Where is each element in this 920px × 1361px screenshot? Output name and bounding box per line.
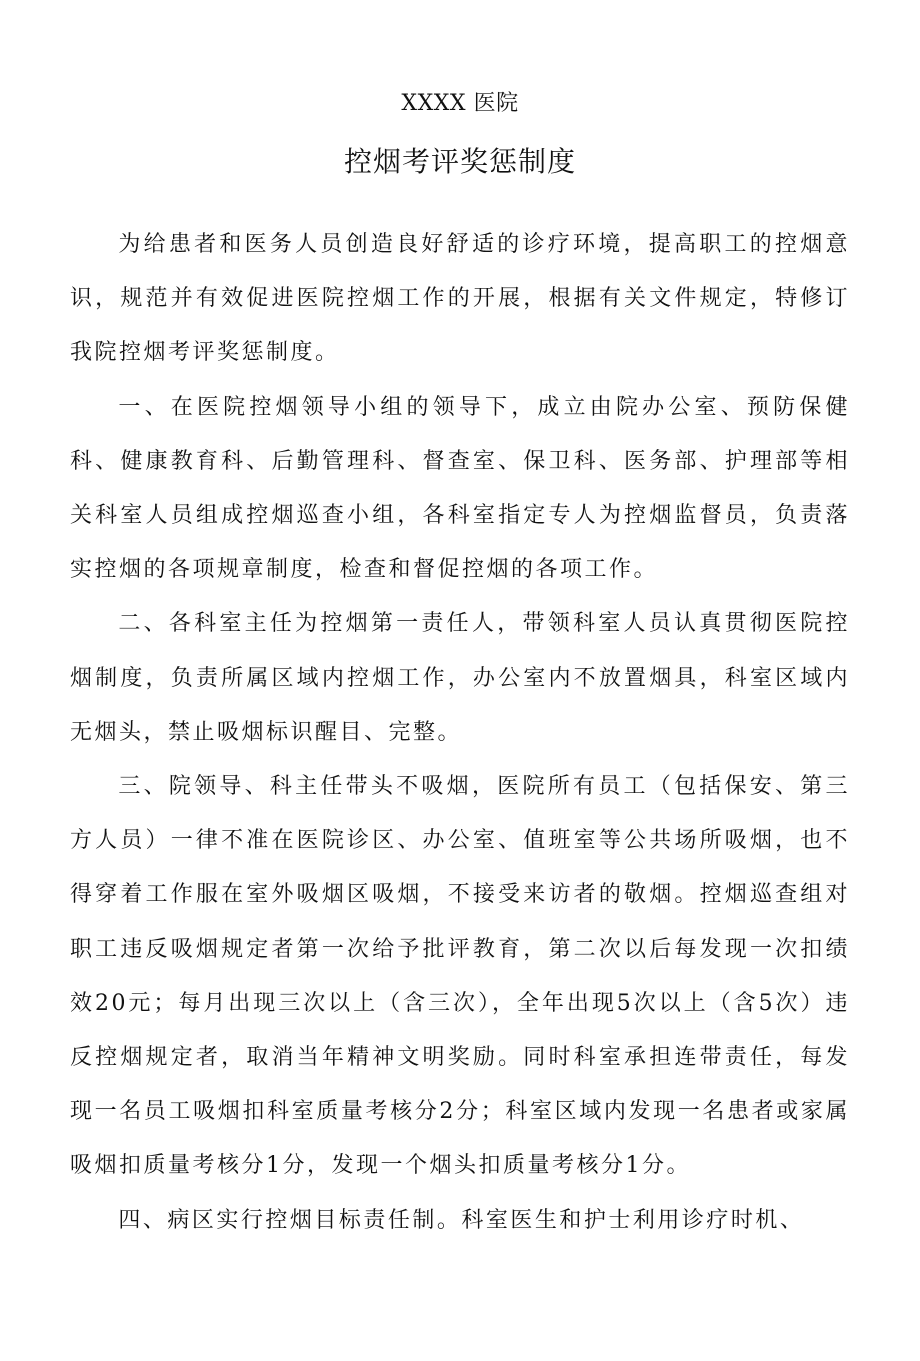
paragraph-section-3: 三、院领导、科主任带头不吸烟，医院所有员工（包括保安、第三方人员）一律不准在医院诊区、办公室、值班室等公共场所吸烟，也不得穿着工作服在室外吸烟区吸烟，不接受来访者的敬烟。控烟巡查组对职工违反吸烟规定者第一次给予批评教育，第二次以后每发现一次扣绩效20元；每月出现三次以上（含三次），全年出现5次以上（含5次）违反控烟规定者，取消当年精神文明奖励。同时科室承担连带责任，每发现一名员工吸烟扣科室质量考核分2分；科室区域内发现一名患者或家属吸烟扣质量考核分1分，发现一个烟头扣质量考核分1分。 xyxy=(70,774,850,1179)
paragraph-section-1: 一、在医院控烟领导小组的领导下，成立由院办公室、预防保健科、健康教育科、后勤管理科、督查室、保卫科、医务部、护理部等相关科室人员组成控烟巡查小组，各科室指定专人为控烟监督员，负责落实控烟的各项规章制度，检查和督促控烟的各项工作。 xyxy=(70,394,850,583)
paragraph-section-4: 四、病区实行控烟目标责任制。科室医生和护士利用诊疗时机、 xyxy=(118,1207,805,1233)
document-page xyxy=(70,88,850,1248)
paragraph-section-2: 二、各科室主任为控烟第一责任人，带领科室人员认真贯彻医院控烟制度，负责所属区域内控烟工作，办公室内不放置烟具，科室区域内无烟头，禁止吸烟标识醒目、完整。 xyxy=(70,611,850,745)
document-body xyxy=(70,218,850,1248)
hospital-name: XXXX 医院 xyxy=(401,91,519,116)
document-title: 控烟考评奖惩制度 xyxy=(343,145,576,178)
paragraph-intro: 为给患者和医务人员创造良好舒适的诊疗环境，提高职工的控烟意识，规范并有效促进医院控烟工作的开展，根据有关文件规定，特修订我院控烟考评奖惩制度。 xyxy=(70,232,850,366)
